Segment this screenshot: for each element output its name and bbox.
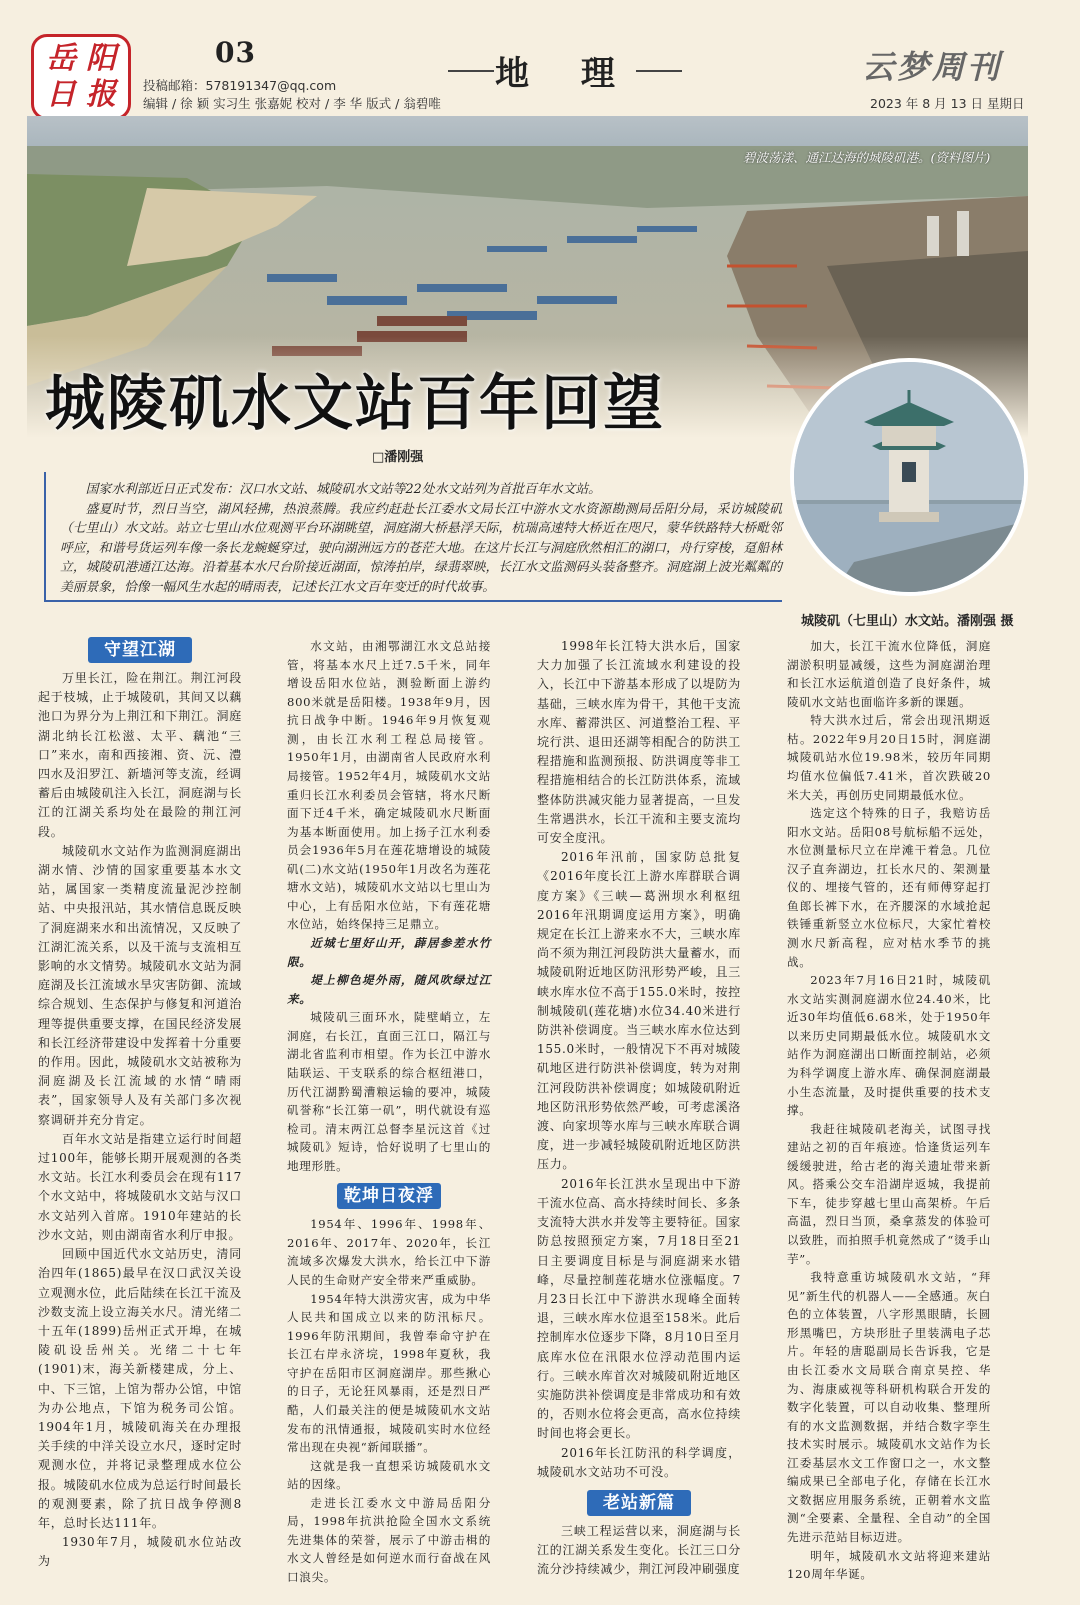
- issue-date: 2023 年 8 月 13 日 星期日: [870, 96, 1025, 111]
- page-number: 03: [215, 36, 256, 69]
- body-paragraph: 1998年长江特大洪水后，国家大力加强了长江流域水利建设的投入，长江中下游基本形成了以堤防为基础，三峡水库为骨干，其他干支流水库、蓄滞洪区、河道整治工程、平垸行洪、退田还湖等相配合的防洪工程措施和监测预报、防洪调度等非工程措施相结合的长江防洪体系，流域整体防洪减灾能力显著提高，一旦发生常遇洪水，长江干流和主要支流均可安全度汛。: [537, 639, 741, 846]
- body-paragraph: 我特意重访城陵矶水文站，“拜见”新生代的机器人——全感通。灰白色的立体装置，八字形黑眼睛，长圆形黑嘴巴，方块形肚子里装满电子芯片。年轻的唐聪副局长告诉我，它是由长江委水文局联合南京昊控、华为、海康威视等科研机构联合开发的数字化装置，可以自动收集、整理所有的水文监测数据，并结合数字孪生技术实时展示。城陵矶水文站作为长江委基层水文工作窗口之一，水文整编成果已全部电子化，存储在长江水文数据应用服务系统，正朝着水文监测“全要素、全量程、全自动”的全国先进示范站目标迈进。: [787, 1270, 991, 1544]
- logo-char: 岳: [46, 41, 76, 76]
- body-paragraph: 我赶往城陵矶老海关，试图寻找建站之初的百年痕迹。恰逢货运列车缓缓驶进，给古老的海关遗址带来新风。搭乘公交车沿湖岸返城，我提前下车，徒步穿越七里山高架桥。午后高温，烈日当顶，桑拿蒸发的体验可以致胜，而拍照手机竟然成了“烫手山芋”。: [787, 1121, 991, 1266]
- body-paragraph: 水文站，由湘鄂湖江水文总站接管，将基本水尺上迁7.5千米，同年增设岳阳水位站，测验断面上游约800米就是岳阳楼。1938年9月，因抗日战争中断。1946年9月恢复观测，由长江水利工程总局接管。1950年1月，由湖南省人民政府水利局接管。1952年4月，城陵矶水文站重归长江水利委员会管辖，将水尺断面下迁4千米，确定城陵矶水尺断面为基本断面使用。加上扬子江水利委员会1936年5月在莲花塘增设的城陵矶(二)水文站(1950年1月改名为莲花塘水文站)，城陵矶水文站以七里山为中心，上有岳阳水位站，下有莲花塘水位站，始终保持三足鼎立。: [287, 639, 491, 932]
- subheading-qiankun: 乾坤日夜浮: [337, 1183, 441, 1209]
- body-paragraph: 回顾中国近代水文站历史，清同治四年(1865)最早在汉口武汉关设立观测水位，此后陆续在长江干流及沙数支流上设立海关水尺。清光绪二十五年(1899)岳州正式开埠，在城陵矶设岳州关。光绪二十七年(1901)末，海关新楼建成，分上、中、下三馆，上馆为帮办公馆，中馆为办公地点，下馆为税务司公馆。1904年1月，城陵矶海关在办理报关手续的中洋关设立水尺，逐时定时观测水位，并将记录整理成水位公报。城陵矶水位成为总运行时间最长的观测要素，除了抗日战争停测8年，总时长达111年。: [38, 1247, 242, 1530]
- article-lead: [44, 472, 782, 602]
- subheading-laozhan: 老站新篇: [587, 1490, 691, 1516]
- logo-char: 日: [46, 77, 76, 112]
- body-paragraph: 特大洪水过后，常会出现汛期返枯。2022年9月20日15时，洞庭湖城陵矶站水位19.98米，较历年同期均值水位偏低7.41米，首次跌破20米大关，再创历史同期最低水位。: [787, 713, 991, 802]
- poem-line: 近城七里好山开，薜居参差水竹限。: [287, 936, 491, 969]
- body-paragraph: 这就是我一直想采访城陵矶水文站的因缘。: [287, 1458, 491, 1492]
- lead-paragraph: 国家水利部近日正式发布：汉口水文站、城陵矶水文站等22处水文站列为首批百年水文站。: [85, 482, 601, 497]
- newspaper-logo: [31, 34, 131, 120]
- section-title: 地 理: [460, 46, 670, 95]
- subheading-shouwang: 守望江湖: [88, 637, 192, 663]
- column-4: [787, 637, 991, 1584]
- body-paragraph: 加大，长江干流水位降低，洞庭湖淤积明显减缓，这些为洞庭湖治理和长江水运航道创造了良好条件，城陵矶水文站也面临许多新的课题。: [787, 639, 991, 709]
- article-title: 城陵矶水文站百年回望: [45, 369, 665, 439]
- photo-caption: 碧波荡漾、通江达海的城陵矶港。(资料图片): [743, 150, 991, 165]
- logo-char: 报: [86, 77, 116, 112]
- body-paragraph: 2023年7月16日21时，城陵矶水文站实测洞庭湖水位24.40米，比近30年均值低6.68米，处于1950年以来历史同期最低水位。城陵矶水文站作为洞庭湖出口断面控制站，必须为科学调度上游水库、确保洞庭湖最小生态流量，及时提供重要的技术支撑。: [787, 973, 991, 1118]
- column-2: [287, 637, 491, 1587]
- body-paragraph: 城陵矶水文站作为监测洞庭湖出湖水情、沙情的国家重要基本水文站，属国家一类精度流量泥沙控制站、中央报汛站，其水情信息既反映了洞庭湖来水和出流情况，又反映了江湖汇流关系，以及干流与支流相互影响的水文情势。城陵矶水文站为洞庭湖及长江流域水旱灾害防御、流域综合规划、生态保护与修复和河道治理等提供重要支撑，在国民经济发展和长江经济带建设中发挥着十分重要的作用。因此，城陵矶水文站被称为洞庭湖及长江流域的水情“晴雨表”，国家领导人及有关部门多次视察调研并充分肯定。: [38, 843, 242, 1127]
- poem-line: 堤上柳色堤外雨，随风吹绿过江来。: [287, 973, 491, 1006]
- submission-email: 投稿邮箱：578191347@qq.com: [143, 78, 337, 93]
- hydrology-station-photo: [790, 358, 1028, 596]
- staff-credits: 编辑 / 徐 颖 实习生 张嘉妮 校对 / 李 华 版式 / 翁碧唯: [143, 96, 441, 111]
- body-paragraph: 2016年长江防汛的科学调度，城陵矶水文站功不可没。: [537, 1445, 741, 1479]
- lead-paragraph: 盛夏时节，烈日当空，湖风轻拂，热浪蒸腾。我应约赶赴长江委水文局长江中游水文水资源勘测局岳阳分局，采访城陵矶（七里山）水文站。站立七里山水位观测平台环湖眺望，洞庭湖大桥悬浮天际，杭瑞高速特大桥近在咫尺，蒙华铁路特大桥毗邻呼应，和谐号货运列车像一条长龙蜿蜒穿过，驶向湖洲远方的苍茫大地。在这片长江与洞庭欣然相汇的湖口，舟行穿梭，趸船林立，城陵矶港通江达海。沿着基本水尺台阶接近湖面，惊涛拍岸，绿翡翠映，长江水文监测码头装备整齐。洞庭湖上波光粼粼的美丽景象，恰像一幅风生水起的晴雨表，记述长江水文百年变迁的时代故事。: [60, 501, 782, 595]
- column-3: [537, 637, 741, 1580]
- body-paragraph: 1954年特大洪涝灾害，成为中华人民共和国成立以来的防汛标尺。1996年防汛期间，我曾奉命守护在长江右岸永济垸，1998年夏秋，我守护在岳阳市区洞庭湖岸。那些揪心的日子，无论狂风暴雨，还是烈日严酷，人们最关注的便是城陵矶水文站发布的汛情通报，城陵矶实时水位经常出现在央视“新闻联播”。: [287, 1291, 491, 1455]
- body-paragraph: 2016年汛前，国家防总批复《2016年度长江上游水库群联合调度方案》《三峡—葛洲坝水利枢纽2016年汛期调度运用方案》，明确规定在长江上游来水不大，三峡水库尚不须为荆江河段防洪大量蓄水，而城陵矶附近地区防汛形势严峻，且三峡水库水位不高于155.0米时，按控制城陵矶(莲花塘)水位34.40米进行防洪补偿调度。当三峡水库水位达到155.0米时，一般情况下不再对城陵矶地区进行防洪补偿调度，转为对荆江河段防洪补偿调度；如城陵矶附近地区防汛形势依然严峻，可考虑溪洛渡、向家坝等水库与三峡水库联合调度，进一步减轻城陵矶附近地区防洪压力。: [537, 850, 741, 1172]
- body-paragraph: 百年水文站是指建立运行时间超过100年，能够长期开展观测的各类水文站。长江水利委员会在现有117个水文站中，将城陵矶水文站与汉口水文站列入首席。1910年建站的长沙水文站，则由湖南省水利厅申报。: [38, 1131, 242, 1242]
- column-1: [38, 637, 242, 1572]
- body-paragraph: 城陵矶三面环水，陡壁峭立，左洞庭，右长江，直面三江口，隔江与湖北省监利市相望。作为长江中游水陆联运、干支联系的综合枢纽港口，历代江湖黔蜀漕粮运输的要冲，城陵矶誉称“长江第一矶”，明代就设有巡检司。清末两江总督李星沅这首《过城陵矶》短诗，恰好说明了七里山的地理形胜。: [287, 1010, 491, 1173]
- logo-char: 阳: [86, 41, 116, 76]
- body-paragraph: 走进长江委水文中游局岳阳分局，1998年抗洪抢险全国水文系统先进集体的荣誉，展示了中游击楫的水文人曾经是如何逆水而行奋战在风口浪尖。: [287, 1495, 491, 1584]
- weekly-title: 云梦周刊: [862, 48, 1003, 86]
- body-paragraph: 1954年、1996年、1998年、2016年、2017年、2020年，长江流域多次爆发大洪水，给长江中下游人民的生命财产安全带来严重威胁。: [287, 1217, 491, 1287]
- body-paragraph: 2016年长江洪水呈现出中下游干流水位高、高水持续时间长、多条支流特大洪水并发等主要特征。国家防总按照预定方案，7月18日至21日主要调度目标是与洞庭湖来水错峰，尽量控制莲花塘水位涨幅度。7月23日长江中下游洪水现峰全面转退，三峡水库水位退至158米。此后控制库水位逐步下降，8月10日至月底库水位在汛限水位浮动范围内运行。三峡水库首次对城陵矶附近地区实施防洪补偿调度是非常成功和有效的，否则水位将会更高，高水位持续时间也将会更长。: [537, 1176, 741, 1441]
- byline: □潘刚强: [372, 450, 424, 465]
- body-paragraph: 选定这个特殊的日子，我赔访岳阳水文站。岳阳08号航标船不远处，水位测量标尺立在岸滩干着急。几位汉子直奔湖边，扛长水尺的、架测量仪的、埋接气管的，还有师傅穿起打鱼郎长裤下水，在齐腰深的水域抢起铁锤重新竖立水位标尺，大家忙着校测水尺新高程，应对枯水季节的挑战。: [787, 806, 991, 969]
- body-paragraph: 万里长江，险在荆江。荆江河段起于枝城，止于城陵矶，其间又以藕池口为界分为上荆江和下荆江。洞庭湖北纳长江松滋、太平、藕池“三口”来水，南和西接湘、资、沅、澧四水及汨罗江、新墙河等支流，经调蓄后由城陵矶注入长江，洞庭湖与长江的江湖关系均处在最险的荆江河段。: [38, 671, 242, 839]
- body-paragraph: 1930年7月，城陵矶水位站改为: [38, 1535, 242, 1569]
- body-paragraph: 三峡工程运营以来，洞庭湖与长江的江湖关系发生变化。长江三口分流分沙持续减少，荆江河段冲刷强度: [537, 1523, 741, 1577]
- inset-caption: 城陵矶（七里山）水文站。潘刚强 摄: [801, 614, 1014, 629]
- body-paragraph: 明年，城陵矶水文站将迎来建站120周年华诞。: [787, 1548, 991, 1582]
